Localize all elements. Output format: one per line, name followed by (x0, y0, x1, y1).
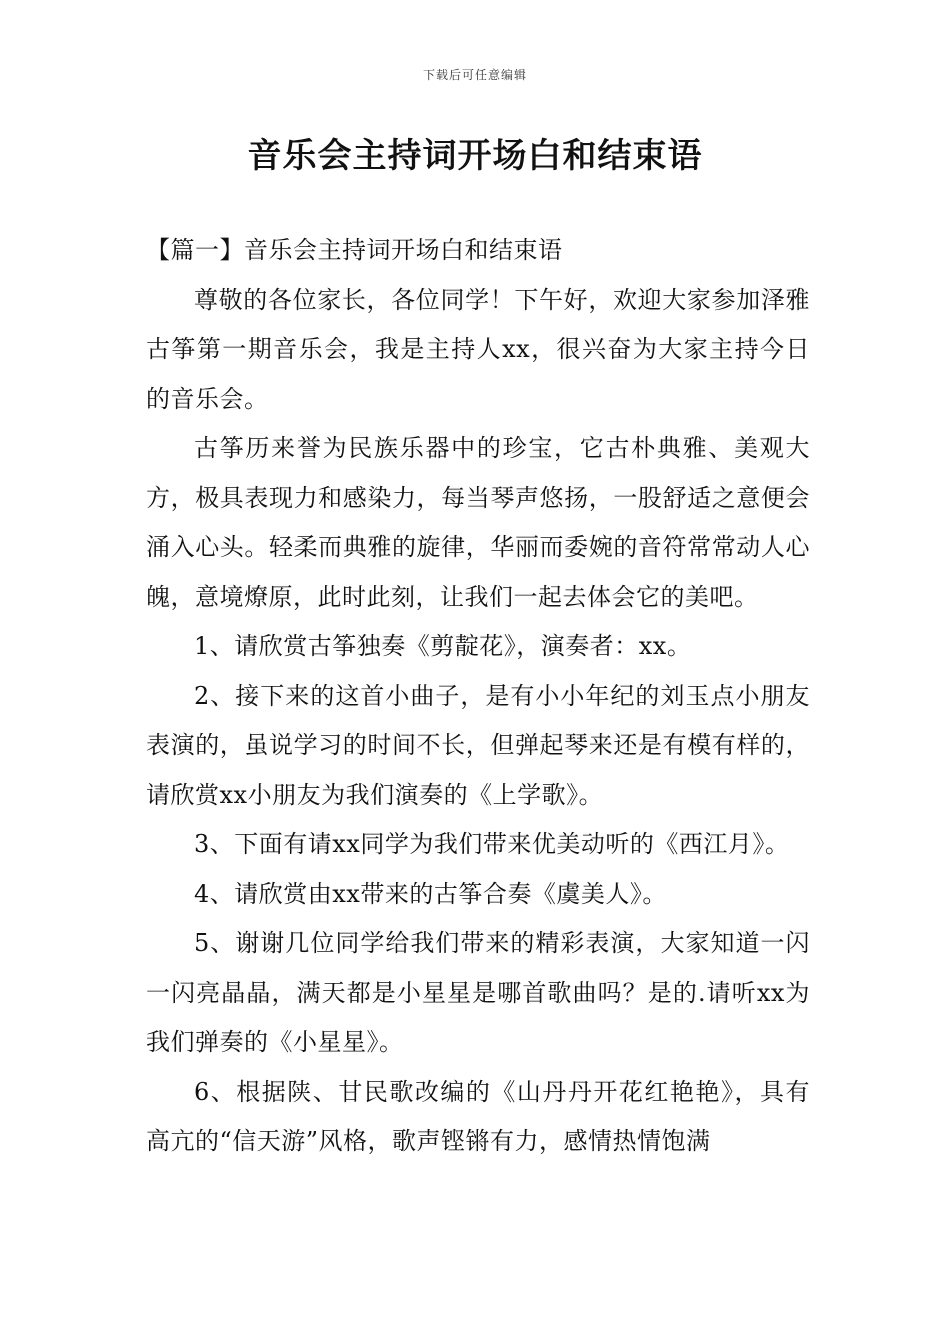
document-title: 音乐会主持词开场白和结束语 (247, 136, 703, 176)
document-body (146, 226, 810, 1167)
paragraph-guzheng-intro: 古筝历来誉为民族乐器中的珍宝，它古朴典雅、美观大方，极具表现力和感染力，每当琴声悠扬，一股舒适之意便会涌入心头。轻柔而典雅的旋律，华丽而委婉的音符常常动人心魄，意境燎原，此时此刻，让我们一起去体会它的美吧。 (146, 434, 810, 611)
program-item-1: 1、请欣赏古筝独奏《剪靛花》，演奏者：xx。 (194, 632, 692, 660)
section-heading: 【篇一】音乐会主持词开场白和结束语 (146, 236, 563, 264)
program-item-6: 6、根据陕、甘民歌改编的《山丹丹开花红艳艳》，具有高亢的“信天游”风格，歌声铿锵有力，感情热情饱满 (146, 1077, 810, 1155)
paragraph-greeting: 尊敬的各位家长，各位同学！下午好，欢迎大家参加泽雅古筝第一期音乐会，我是主持人xx，很兴奋为大家主持今日的音乐会。 (146, 285, 810, 413)
program-item-2: 2、接下来的这首小曲子，是有小小年纪的刘玉点小朋友表演的，虽说学习的时间不长，但弹起琴来还是有模有样的，请欣赏xx小朋友为我们演奏的《上学歌》。 (146, 681, 810, 809)
program-item-3: 3、下面有请xx同学为我们带来优美动听的《西江月》。 (194, 830, 790, 858)
program-item-4: 4、请欣赏由xx带来的古筝合奏《虞美人》。 (194, 879, 667, 908)
header-note: 下载后可任意编辑 (422, 68, 527, 82)
program-item-5: 5、谢谢几位同学给我们带来的精彩表演，大家知道一闪一闪亮晶晶，满天都是小星星是哪首歌曲吗？是的.请听xx为我们弹奏的《小星星》。 (146, 929, 810, 1056)
